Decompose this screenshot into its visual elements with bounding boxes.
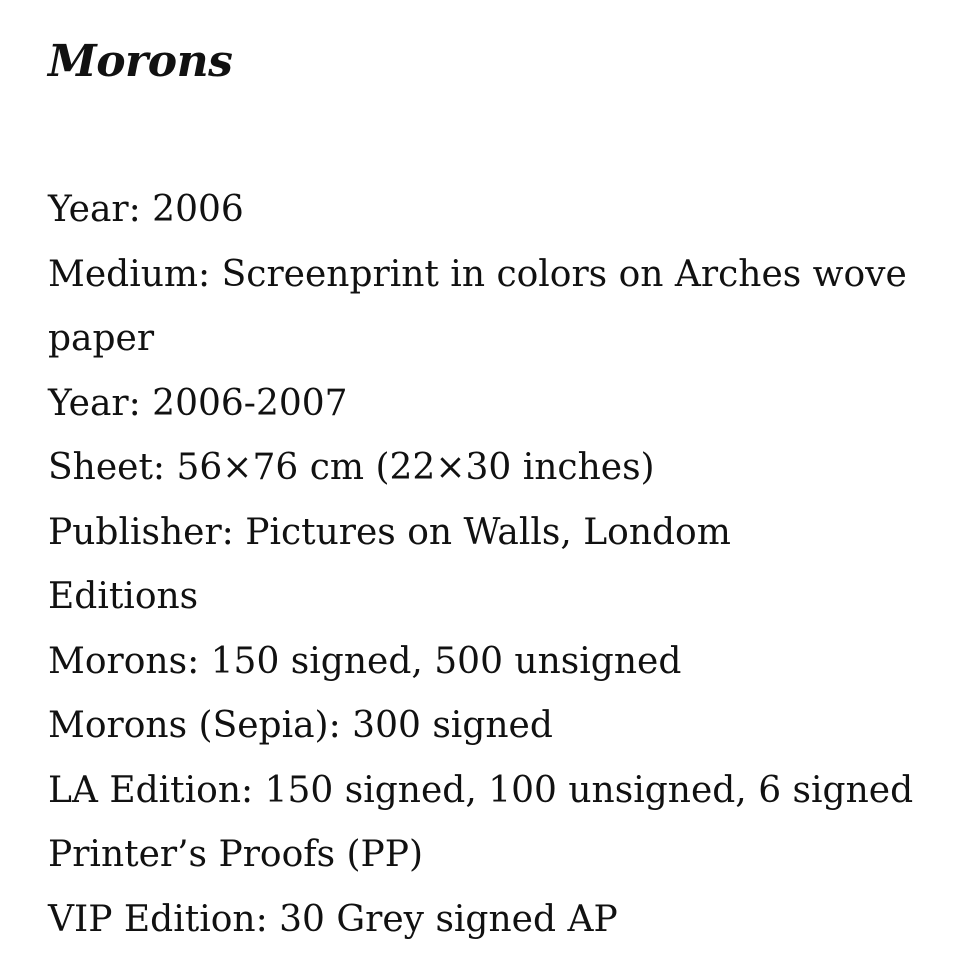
artwork-details (48, 178, 918, 952)
edition-la: LA Edition: 150 signed, 100 unsigned, 6 signed Printer’s Proofs (PP) (48, 769, 914, 875)
year-detail: Year: 2006 (48, 189, 244, 230)
edition-vip: VIP Edition: 30 Grey signed AP (48, 898, 618, 940)
medium-detail: Medium: Screenprint in colors on Arches wove paper (48, 253, 907, 359)
editions-heading: Editions (48, 576, 199, 617)
page-title: Morons (48, 36, 233, 87)
year-range-detail: Year: 2006-2007 (48, 382, 348, 424)
sheet-detail: Sheet: 56×76 cm (22×30 inches) (48, 447, 655, 488)
edition-morons: Morons: 150 signed, 500 unsigned (48, 640, 682, 682)
publisher-detail: Publisher: Pictures on Walls, Londom (48, 511, 731, 553)
edition-morons-sepia: Morons (Sepia): 300 signed (48, 705, 553, 746)
